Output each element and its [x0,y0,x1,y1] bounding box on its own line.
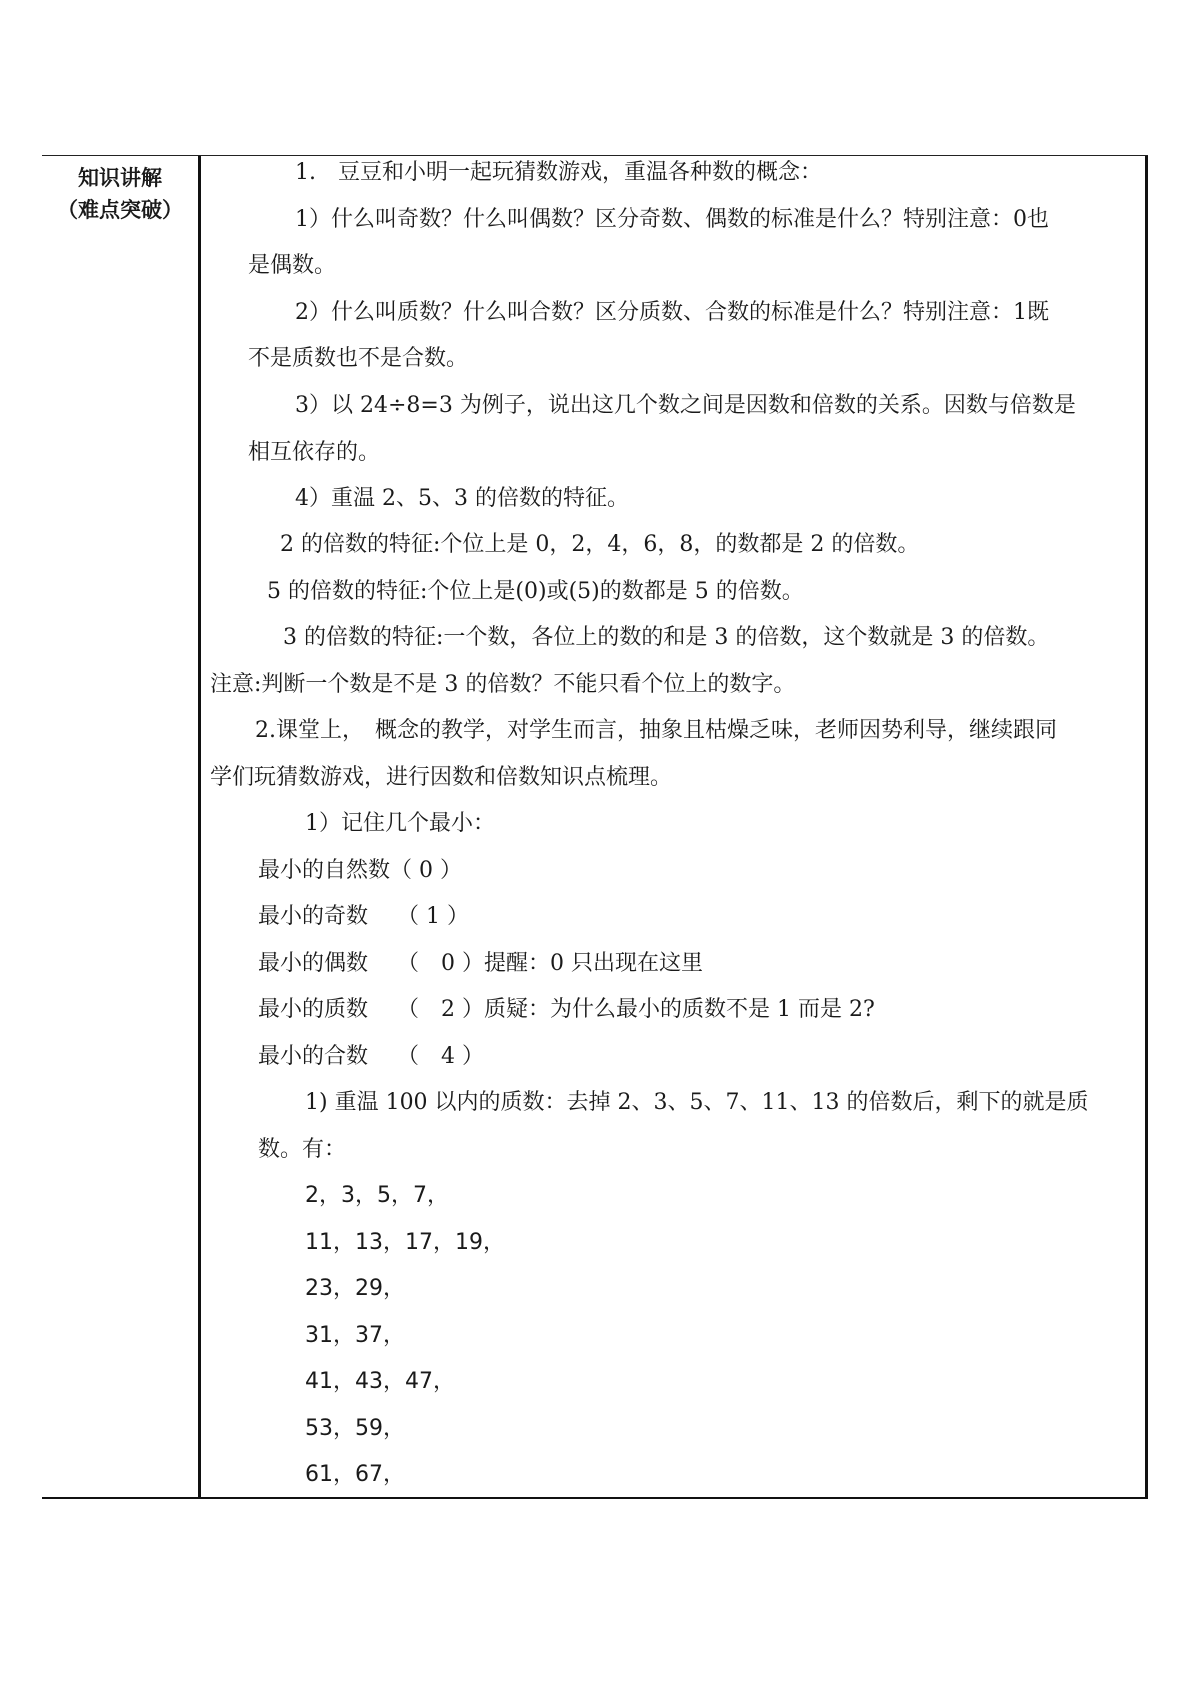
prime-list-line: 31，37， [305,1323,405,1348]
prime-list-line: 23，29， [305,1276,405,1301]
text-line: 最小的自然数（ 0 ） [258,858,462,883]
text-line: 1）记住几个最小： [305,811,495,836]
text-line: 学们玩猜数游戏，进行因数和倍数知识点梳理。 [210,765,673,790]
text-line: 最小的奇数 （ 1 ） [258,904,469,929]
prime-list-line: 11，13，17，19， [305,1230,505,1255]
text-line: 相互依存的。 [248,440,381,465]
text-line: 最小的质数 （ 2 ）质疑：为什么最小的质数不是 1 而是 2? [258,997,875,1022]
prime-list-line: 53，59， [305,1416,405,1441]
table-right-border [1145,156,1148,1497]
text-line: 1. 豆豆和小明一起玩猜数游戏，重温各种数的概念： [295,160,822,185]
text-line: 不是质数也不是合数。 [248,346,469,371]
text-line: 最小的偶数 （ 0 ）提醒：0 只出现在这里 [258,951,703,976]
text-line: 4）重温 2、5、3 的倍数的特征。 [295,486,629,511]
text-line: 3 的倍数的特征:一个数，各位上的数的和是 3 的倍数，这个数就是 3 的倍数。 [283,625,1050,650]
text-line: 数。有： [258,1137,347,1162]
text-line: 是偶数。 [248,253,337,278]
text-line: 2.课堂上， 概念的教学，对学生而言，抽象且枯燥乏味，老师因势利导，继续跟同 [255,718,1057,743]
prime-list-line: 61，67， [305,1462,405,1487]
text-line: 2）什么叫质数？什么叫合数？区分质数、合数的标准是什么？特别注意：1既 [295,300,1049,325]
text-line: 注意:判断一个数是不是 3 的倍数？不能只看个位上的数字。 [210,672,796,697]
prime-list-line: 2，3，5，7， [305,1183,449,1208]
text-line: 3）以 24÷8=3 为例子，说出这几个数之间是因数和倍数的关系。因数与倍数是 [295,393,1076,418]
column-divider [198,156,201,1497]
section-header [42,162,198,226]
lesson-table [42,155,1148,1499]
text-line: 5 的倍数的特征:个位上是(0)或(5)的数都是 5 的倍数。 [267,579,804,604]
section-header-line2: （难点突破） [57,198,183,222]
text-line: 1）什么叫奇数？什么叫偶数？区分奇数、偶数的标准是什么？特别注意：0也 [295,207,1049,232]
text-line: 2 的倍数的特征:个位上是 0，2，4，6，8，的数都是 2 的倍数。 [280,532,920,557]
text-line: 1) 重温 100 以内的质数：去掉 2、3、5、7、11、13 的倍数后，剩下的就是质 [305,1090,1089,1115]
section-header-line1: 知识讲解 [78,166,162,190]
text-line: 最小的合数 （ 4 ） [258,1044,484,1069]
prime-list-line: 41，43，47， [305,1369,455,1394]
